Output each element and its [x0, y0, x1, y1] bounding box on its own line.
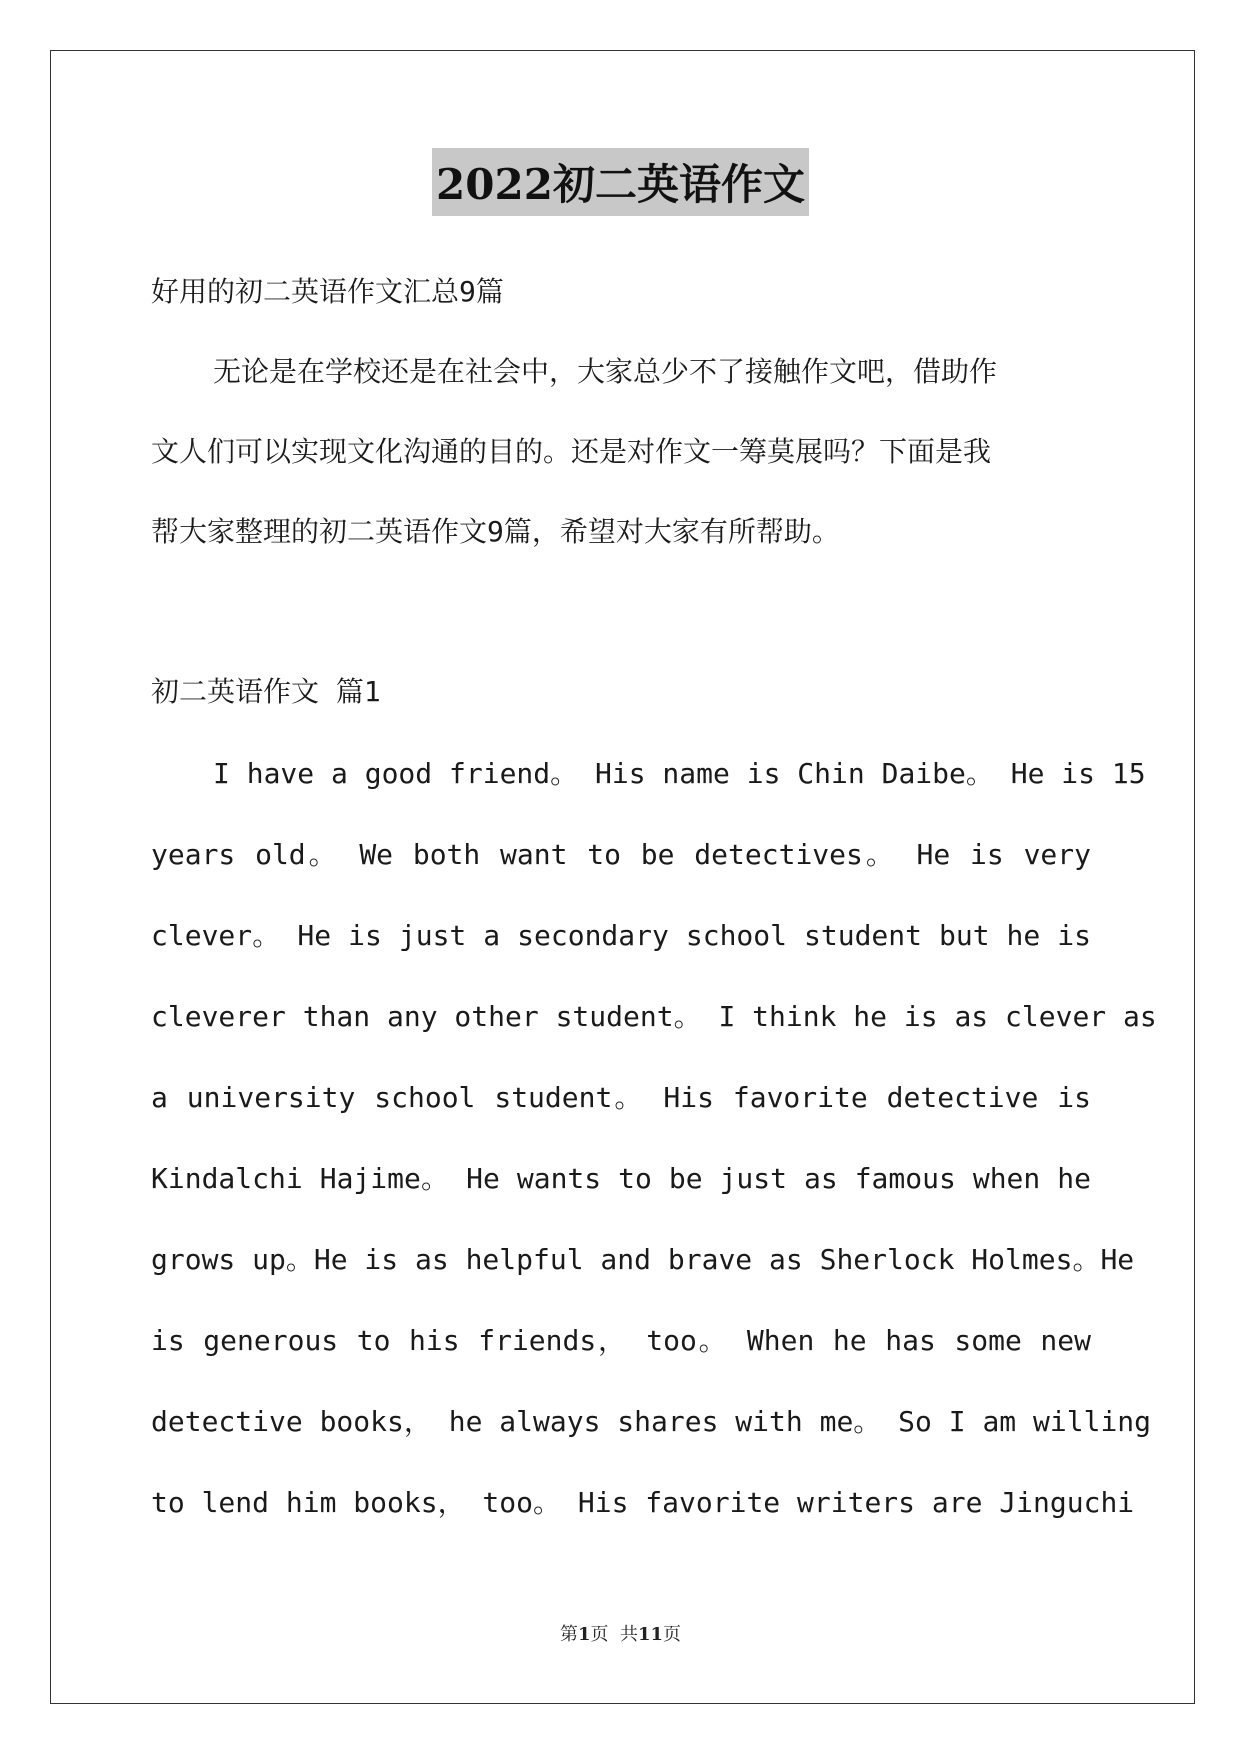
- footer-mid: 页 共: [590, 1624, 638, 1645]
- essay-line-10: to lend him books， too。 His favorite writers are Jinguchi: [151, 1486, 1135, 1519]
- essay-line-1: I have a good friend。 His name is Chin Daibe。 He is 15: [213, 757, 1146, 790]
- essay-line-2: years old。 We both want to be detectives。 He is very: [151, 838, 1091, 871]
- essay-line-3: clever。 He is just a secondary school student but he is: [151, 919, 1091, 952]
- document-subtitle: 好用的初二英语作文汇总9篇: [151, 275, 504, 308]
- intro-line-2: 文人们可以实现文化沟通的目的。还是对作文一筹莫展吗？下面是我: [151, 435, 992, 468]
- footer-total-pages: 11: [637, 1624, 664, 1645]
- document-title: 2022初二英语作文: [432, 148, 809, 216]
- footer-suffix: 页: [663, 1624, 682, 1645]
- essay-line-9: detective books， he always shares with me。 So I am willing: [151, 1405, 1152, 1438]
- essay-line-5: a university school student。 His favorite detective is: [151, 1081, 1091, 1114]
- essay-line-6: Kindalchi Hajime。 He wants to be just as famous when he: [151, 1162, 1091, 1195]
- footer-page-number: 1: [577, 1624, 591, 1645]
- essay-line-4: cleverer than any other student。 I think he is as clever as: [151, 1000, 1157, 1033]
- intro-line-3: 帮大家整理的初二英语作文9篇，希望对大家有所帮助。: [151, 515, 840, 548]
- footer-prefix: 第: [559, 1624, 578, 1645]
- page-footer: [0, 1620, 1241, 1646]
- section-heading: 初二英语作文 篇1: [151, 675, 381, 708]
- essay-line-7: grows up。He is as helpful and brave as Sherlock Holmes。He: [151, 1243, 1135, 1276]
- essay-line-8: is generous to his friends， too。 When he has some new: [151, 1324, 1091, 1357]
- intro-line-1: 无论是在学校还是在社会中，大家总少不了接触作文吧，借助作: [213, 355, 998, 388]
